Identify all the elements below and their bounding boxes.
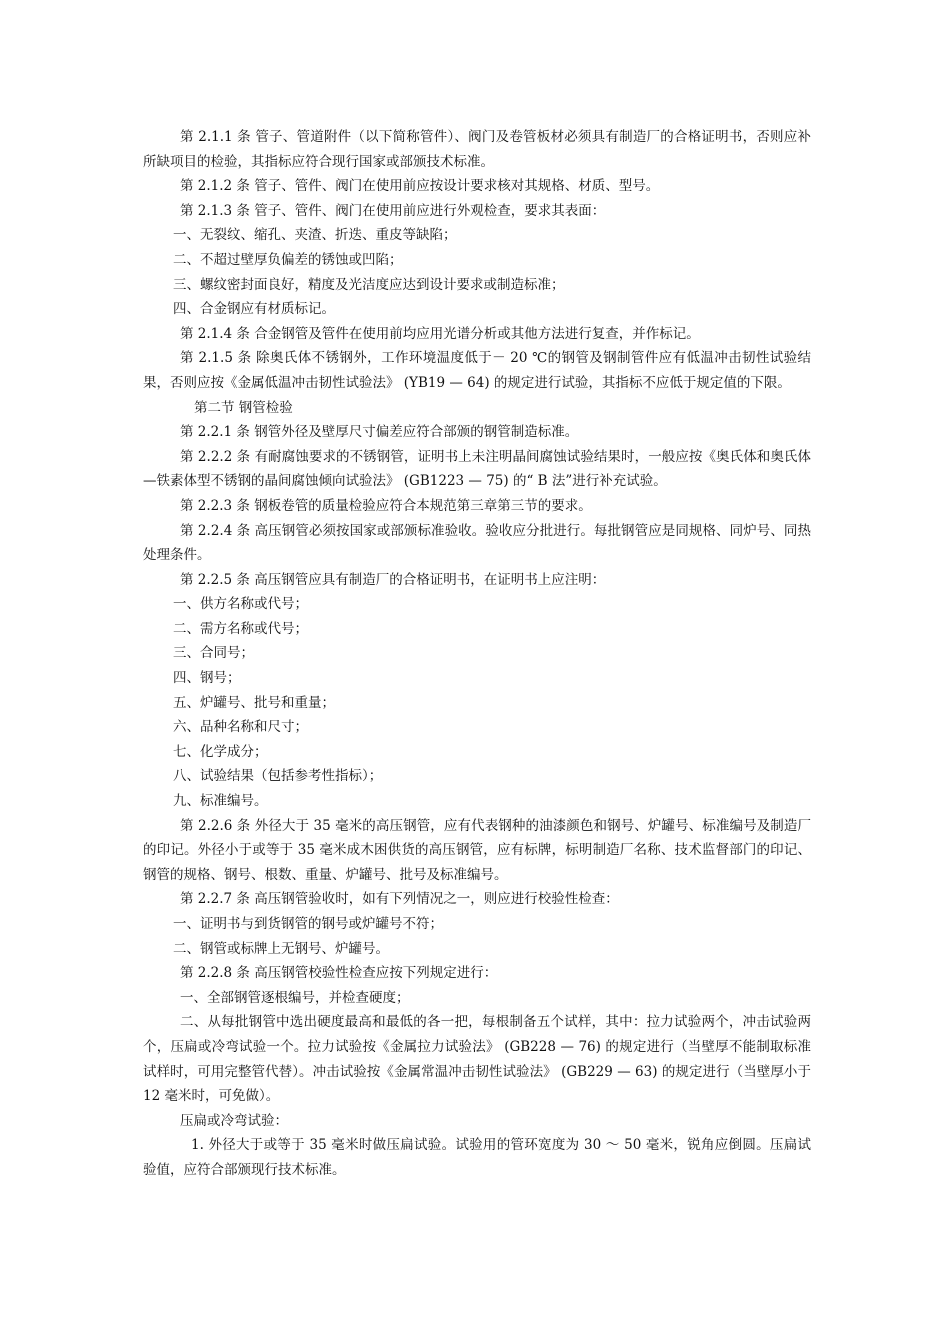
clause-2-2-2: 第 2.2.2 条 有耐腐蚀要求的不锈钢管，证明书上未注明晶间腐蚀试验结果时，一般应按《奥氏体和奥氏体—铁素体型不锈钢的晶间腐蚀倾向试验法》 (GB1223 — 75) 的“ B 法”进行补充试验。 <box>143 448 811 490</box>
clause-2-2-6: 第 2.2.6 条 外径大于 35 毫米的高压钢管，应有代表钢种的油漆颜色和钢号、炉罐号、标准编号及制造厂的印记。外径小于或等于 35 毫米成木困供货的高压钢管，应有标牌，标明制造厂名称、技术监督部门的印记、钢管的规格、钢号、根数、重量、炉罐号、批号及标准编号。 <box>143 817 811 883</box>
subheading: 压扁或冷弯试验： <box>180 1112 288 1129</box>
list-item: 三、螺纹密封面良好，精度及光洁度应达到设计要求或制造标准； <box>173 276 565 293</box>
list-item: 一、无裂纹、缩孔、夹渣、折迭、重皮等缺陷； <box>173 227 457 244</box>
clause-2-2-4: 第 2.2.4 条 高压钢管必须按国家或部颁标准验收。验收应分批进行。每批钢管应是同规格、同炉号、同热处理条件。 <box>143 522 811 564</box>
clause-2-2-8: 第 2.2.8 条 高压钢管校验性检查应按下列规定进行： <box>180 965 498 982</box>
list-item: 五、炉罐号、批号和重量； <box>173 694 335 711</box>
clause-2-1-1: 第 2.1.1 条 管子、管道附件（以下简称管件）、阀门及卷管板材必须具有制造厂的合格证明书，否则应补所缺项目的检验，其指标应符合现行国家或部颁技术标准。 <box>143 129 811 170</box>
list-item: 四、钢号； <box>173 670 241 687</box>
list-item: 二、不超过壁厚负偏差的锈蚀或凹陷； <box>173 251 403 268</box>
list-item: 二、从每批钢管中选出硬度最高和最低的各一把，每根制备五个试样，其中：拉力试验两个，冲击试验两个，压扁或冷弯试验一个。拉力试验按《金属拉力试验法》 (GB228 — 76) 的规定进行（当壁厚不能制取标准试样时，可用完整管代替）。冲击试验按《金属常温冲击韧性试验法》 (GB229 — 63) 的规定进行（当壁厚小于 12 毫米时，可免做）。 <box>143 1014 811 1105</box>
list-item: 一、证明书与到货钢管的钢号或炉罐号不符； <box>173 916 443 932</box>
list-item: 二、需方名称或代号； <box>173 620 308 637</box>
list-item: 四、合金钢应有材质标记。 <box>173 301 335 318</box>
list-item: 一、供方名称或代号； <box>173 596 308 613</box>
clause-2-2-1: 第 2.2.1 条 钢管外径及壁厚尺寸偏差应符合部颁的钢管制造标准。 <box>180 424 579 441</box>
clause-2-2-7: 第 2.2.7 条 高压钢管验收时，如有下列情况之一，则应进行校验性检查： <box>180 891 619 908</box>
list-item: 八、试验结果（包括参考性指标）； <box>173 768 383 785</box>
list-item: 六、品种名称和尺寸； <box>173 719 308 736</box>
clause-2-1-2: 第 2.1.2 条 管子、管件、阀门在使用前应按设计要求核对其规格、材质、型号。 <box>180 178 660 195</box>
list-item: 一、全部钢管逐根编号，并检查硬度； <box>180 989 410 1006</box>
list-item: 二、钢管或标牌上无钢号、炉罐号。 <box>173 940 389 957</box>
list-item: 七、化学成分； <box>173 743 268 760</box>
clause-2-2-5: 第 2.2.5 条 高压钢管应具有制造厂的合格证明书，在证明书上应注明： <box>180 571 606 588</box>
document-page <box>143 125 811 1183</box>
list-item: 九、标准编号。 <box>173 793 268 810</box>
clause-2-2-3: 第 2.2.3 条 钢板卷管的质量检验应符合本规范第三章第三节的要求。 <box>180 497 592 514</box>
clause-2-1-4: 第 2.1.4 条 合金钢管及管件在使用前均应用光谱分析或其他方法进行复查，并作标记。 <box>180 325 700 342</box>
section-heading: 第二节 钢管检验 <box>194 399 293 416</box>
list-item: 三、合同号； <box>173 645 254 662</box>
clause-2-1-5: 第 2.1.5 条 除奥氏体不锈钢外，工作环境温度低于－ 20 ℃的钢管及钢制管件应有低温冲击韧性试验结果，否则应按《金属低温冲击韧性试验法》 (YB19 — 64) 的规定进行试验，其指标不应低于规定值的下限。 <box>143 350 811 391</box>
clause-2-1-3: 第 2.1.3 条 管子、管件、阀门在使用前应进行外观检查，要求其表面： <box>180 202 606 219</box>
numbered-item: 1. 外径大于或等于 35 毫米时做压扁试验。试验用的管环宽度为 30 ～ 50 毫米，锐角应倒圆。压扁试验值，应符合部颁现行技术标准。 <box>143 1137 811 1178</box>
